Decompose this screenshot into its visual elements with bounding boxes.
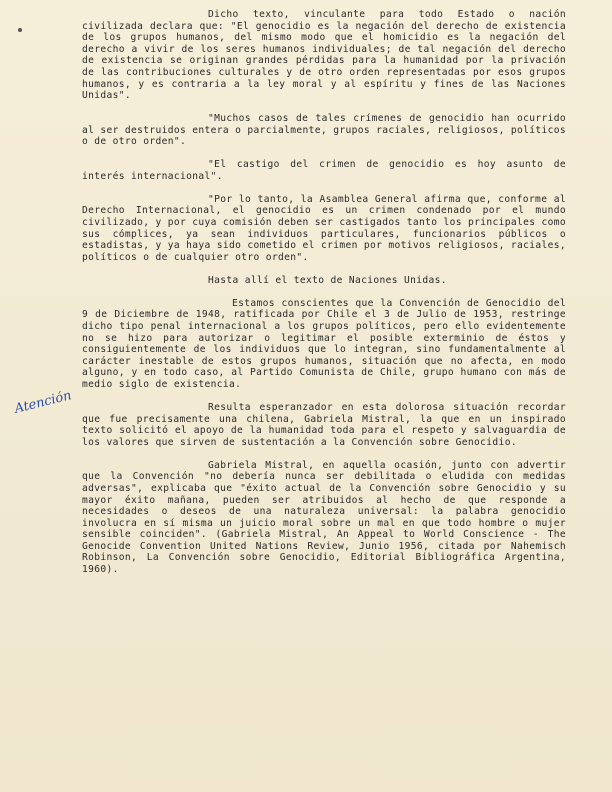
paragraph-1: Dicho texto, vinculante para todo Estado o nación civilizada declara que: "El genocidio es la negación del derecho de existencia de los grupos humanos, del mismo modo que el homicidio es la negación del derecho a vivir de los seres humanos individuales; de tal negación del derecho de existencia se originan grandes pérdidas para la humanidad por la privación de las contribuciones culturales y de otro orden representadas por esos grupos humanos, y es contraria a la ley moral y al espíritu y fines de las Naciones Unidas". (82, 9, 566, 102)
paragraph-5: Hasta allí el texto de Naciones Unidas. (208, 274, 447, 286)
handwritten-margin-note: Atención (13, 388, 74, 417)
paragraph-8: Gabriela Mistral, en aquella ocasión, junto con advertir que la Convención "no debería nunca ser debilitada o eludida con medidas adversas", explicaba que "éxito actual de la Convención sobre Genocidio y su mayor éxito mañana, pueden ser atribuidos al hecho de que responde a necesidades o deseos de una naturaleza universal: la palabra genocidio involucra en sí misma un juicio moral sobre un mal en que todo hombre o mujer sensible coinciden". (Gabriela Mistral, An Appeal to World Conscience - The Genocide Convention United Nations Review, Junio 1956, citada por Nahemisch Robinson, La Convención sobre Genocidio, Editorial Bibliográfica Argentina, 1960). (82, 459, 566, 576)
paragraph-6: Estamos conscientes que la Convención de Genocidio del 9 de Diciembre de 1948, ratificada por Chile el 3 de Julio de 1953, restringe dicho tipo penal internacional a los grupos políticos, pero ello evidentemente no se hizo para autorizar o legitimar el posible exterminio de éstos y consiguientemente de los individuos que lo integran, sino fundamentalmente al carácter inestable de estos grupos humanos, situación que no afecta, en modo alguno, y en todo caso, al Partido Comunista de Chile, grupo humano con más de medio siglo de existencia. (82, 297, 566, 390)
document-body (82, 9, 566, 587)
paragraph-7: Resulta esperanzador en esta dolorosa situación recordar que fue precisamente una chilena, Gabriela Mistral, la que en un inspirado texto solicitó el apoyo de la humanidad toda para el respeto y salvaguardia de los valores que sirven de sustentación a la Convención sobre Genocidio. (82, 401, 566, 448)
margin-dot (18, 28, 22, 32)
paragraph-3: "El castigo del crimen de genocidio es hoy asunto de interés internacional". (82, 159, 566, 182)
paragraph-2: "Muchos casos de tales crímenes de genocidio han ocurrido al ser destruidos entera o parcialmente, grupos raciales, religiosos, políticos o de otro orden". (82, 113, 566, 148)
paragraph-4: "Por lo tanto, la Asamblea General afirma que, conforme al Derecho Internacional, el genocidio es un crimen condenado por el mundo civilizado, y por cuya comisión deben ser castigados tanto los principales como sus cómplices, ya sean individuos particulares, funcionarios públicos o estadistas, y ya haya sido cometido el crimen por motivos religiosos, raciales, políticos o de cualquier otro orden". (82, 193, 566, 263)
